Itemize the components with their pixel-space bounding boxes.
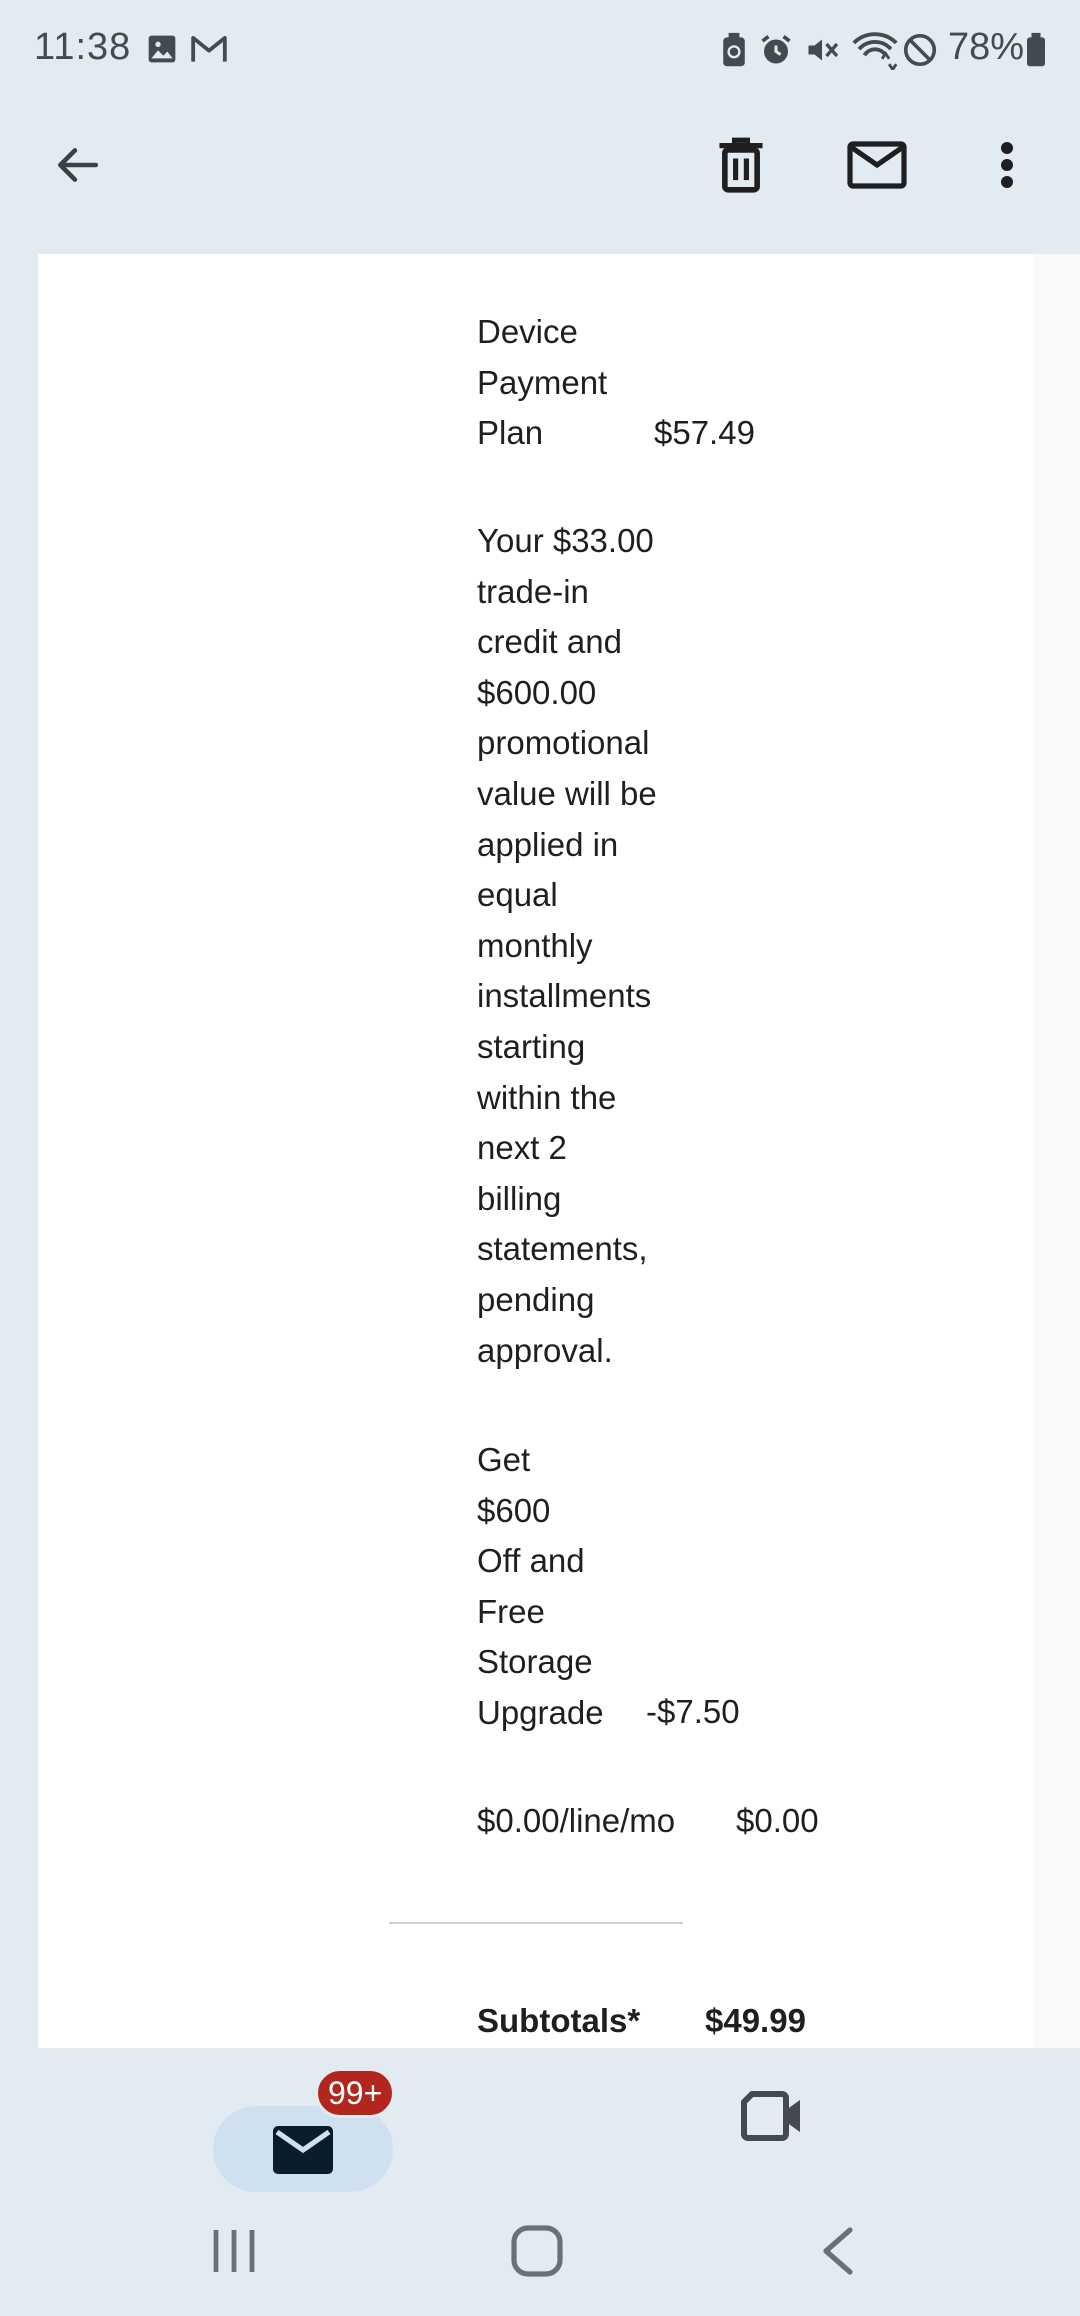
mute-icon xyxy=(804,32,840,73)
text-line: Free xyxy=(477,1592,545,1630)
text-line: starting xyxy=(477,1027,586,1065)
device-payment-amount: $57.49 xyxy=(654,414,755,451)
promo-amount: -$7.50 xyxy=(646,1693,740,1730)
trade-in-note xyxy=(477,516,657,1376)
back-icon xyxy=(818,2226,858,2276)
text-line: installments xyxy=(477,977,652,1015)
line-rate-amount: $0.00 xyxy=(736,1802,819,1839)
mail-icon xyxy=(273,2126,333,2174)
gmail-icon xyxy=(190,33,228,70)
delete-button[interactable] xyxy=(696,120,786,210)
text-line: Get xyxy=(477,1441,531,1478)
image-icon xyxy=(146,33,178,70)
do-not-disturb-icon xyxy=(902,32,938,73)
more-options-button[interactable] xyxy=(962,120,1052,210)
text-line: monthly xyxy=(477,926,593,964)
text-line: pending xyxy=(477,1280,595,1318)
text-line: promotional xyxy=(477,724,650,762)
alarm-icon xyxy=(758,32,794,73)
battery-saver-icon xyxy=(720,32,748,73)
trash-icon xyxy=(716,137,766,193)
system-navigation-bar xyxy=(0,2198,1080,2316)
text-line: $600.00 xyxy=(477,673,597,711)
home-button[interactable] xyxy=(510,2224,564,2278)
status-time: 11:38 xyxy=(34,26,132,68)
system-back-button[interactable] xyxy=(818,2226,858,2276)
text-line: Payment xyxy=(477,363,608,401)
text-line: statements, xyxy=(477,1230,648,1268)
text-line: approval. xyxy=(477,1331,613,1369)
back-arrow-icon xyxy=(52,140,102,190)
subtotal-label: Subtotals* xyxy=(477,2002,641,2039)
text-line: within the xyxy=(477,1078,617,1116)
back-button[interactable] xyxy=(32,120,122,210)
text-line: credit and xyxy=(477,623,622,661)
divider xyxy=(389,1922,683,1924)
wifi-icon xyxy=(852,30,898,75)
meet-tab[interactable] xyxy=(740,2090,810,2156)
battery-icon xyxy=(1024,32,1048,73)
home-icon xyxy=(510,2224,564,2278)
battery-percent: 78% xyxy=(948,26,1025,68)
text-line: Device xyxy=(477,313,578,350)
text-line: Storage xyxy=(477,1643,593,1681)
unread-badge: 99+ xyxy=(315,2068,395,2118)
recents-button[interactable] xyxy=(206,2226,262,2276)
recents-icon xyxy=(206,2226,262,2276)
text-line: billing xyxy=(477,1179,562,1217)
more-vert-icon xyxy=(999,140,1015,190)
line-rate-label: $0.00/line/mo xyxy=(477,1802,676,1839)
text-line: Upgrade xyxy=(477,1693,604,1731)
bottom-navigation xyxy=(0,2048,1080,2198)
email-app-bar xyxy=(0,100,1080,254)
mark-unread-button[interactable] xyxy=(832,120,922,210)
text-line: equal xyxy=(477,876,558,914)
subtotal-amount: $49.99 xyxy=(705,2002,806,2039)
text-line: $600 xyxy=(477,1491,551,1529)
mail-icon xyxy=(847,141,907,189)
text-line: Plan xyxy=(477,414,544,452)
text-line: Your $33.00 xyxy=(477,522,654,559)
promo-label xyxy=(477,1435,604,1739)
mail-tab[interactable] xyxy=(213,2106,393,2192)
email-body[interactable] xyxy=(38,254,1034,2048)
device-payment-label xyxy=(477,307,607,459)
text-line: next 2 xyxy=(477,1129,567,1167)
text-line: Off and xyxy=(477,1542,585,1580)
status-bar xyxy=(0,0,1080,100)
meet-icon xyxy=(740,2090,804,2142)
text-line: applied in xyxy=(477,825,619,863)
text-line: value will be xyxy=(477,774,657,812)
text-line: trade-in xyxy=(477,572,589,610)
scroll-gutter xyxy=(1034,254,1080,2048)
